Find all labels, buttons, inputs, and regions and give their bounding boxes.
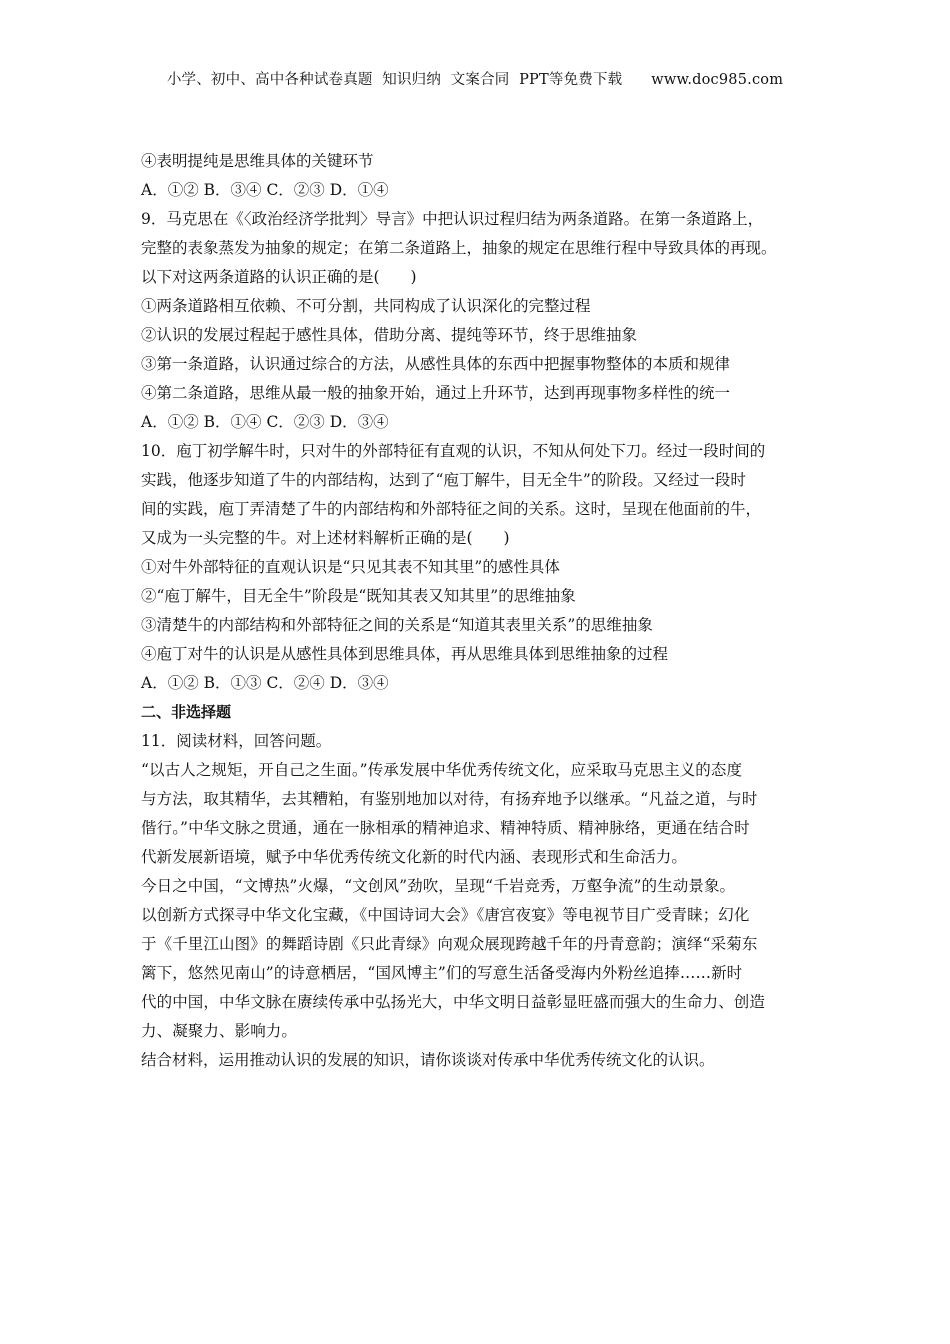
paragraph-line: 力、凝聚力、影响力。: [141, 1022, 298, 1040]
q9-option-2: ②认识的发展过程起于感性具体，借助分离、提纯等环节，终于思维抽象: [141, 326, 638, 344]
q9-choices: A．①② B．①④ C．②③ D．③④: [141, 413, 389, 431]
document-body: [141, 147, 831, 1075]
paragraph-line: 以创新方式探寻中华文化宝藏，《中国诗词大会》《唐宫夜宴》等电视节目广受青睐；幻化: [141, 906, 750, 924]
q11-material-paragraph-2: [141, 872, 831, 1046]
paragraph-line: 于《千里江山图》的舞蹈诗剧《只此青绿》向观众展现跨越千年的丹青意韵；演绎“采菊东: [141, 935, 758, 953]
paragraph-line: “以古人之规矩，开自己之生面。”传承发展中华优秀传统文化，应采取马克思主义的态度: [141, 761, 743, 779]
q9-stem-line-1: 9．马克思在《〈政治经济学批判〉导言》中把认识过程归结为两条道路。在第一条道路上，: [141, 210, 764, 228]
paragraph-line: 与方法，取其精华，去其糟粕，有鉴别地加以对待，有扬弃地予以继承。“凡益之道，与时: [141, 790, 758, 808]
q10-option-3: ③清楚牛的内部结构和外部特征之间的关系是“知道其表里关系”的思维抽象: [141, 616, 653, 634]
q11-material-paragraph-1: [141, 756, 831, 872]
q10-stem-line-1: 10．庖丁初学解牛时，只对牛的外部特征有直观的认识，不知从何处下刀。经过一段时间的: [141, 442, 766, 460]
paragraph-line: 篱下，悠然见南山”的诗意栖居，“国风博主”们的写意生活备受海内外粉丝追捧……新时: [141, 964, 743, 982]
q10-option-2: ②“庖丁解牛，目无全牛”阶段是“既知其表又知其里”的思维抽象: [141, 587, 576, 605]
paragraph-line: 偕行。”中华文脉之贯通，通在一脉相承的精神追求、精神特质、精神脉络，更通在结合时: [141, 819, 750, 837]
q8-option-4: ④表明提纯是思维具体的关键环节: [141, 152, 374, 170]
q11-question: 结合材料，运用推动认识的发展的知识，请你谈谈对传承中华优秀传统文化的认识。: [141, 1051, 715, 1069]
q9-option-1: ①两条道路相互依赖、不可分割，共同构成了认识深化的完整过程: [141, 297, 591, 315]
q11-stem: 11．阅读材料，回答问题。: [141, 732, 332, 750]
q10-option-4: ④庖丁对牛的认识是从感性具体到思维具体，再从思维具体到思维抽象的过程: [141, 645, 669, 663]
q10-stem-line-4: 又成为一头完整的牛。对上述材料解析正确的是( ): [141, 529, 510, 547]
q10-stem-line-3: 间的实践，庖丁弄清楚了牛的内部结构和外部特征之间的关系。这时，呈现在他面前的牛，: [141, 500, 762, 518]
q9-option-4: ④第二条道路，思维从最一般的抽象开始，通过上升环节，达到再现事物多样性的统一: [141, 384, 731, 402]
page-header-banner: 小学、初中、高中各种试卷真题 知识归纳 文案合同 PPT等免费下载 www.doc985.com: [166, 72, 784, 88]
q9-stem-line-2: 完整的表象蒸发为抽象的规定；在第二条道路上，抽象的规定在思维行程中导致具体的再现。: [141, 239, 777, 257]
paragraph-line: 代新发展新语境，赋予中华优秀传统文化新的时代内涵、表现形式和生命活力。: [141, 848, 688, 866]
section-heading: 二、非选择题: [141, 703, 232, 721]
q9-option-3: ③第一条道路，认识通过综合的方法，从感性具体的东西中把握事物整体的本质和规律: [141, 355, 731, 373]
q10-choices: A．①② B．①③ C．②④ D．③④: [141, 674, 389, 692]
q10-stem-line-2: 实践，他逐步知道了牛的内部结构，达到了“庖丁解牛，目无全牛”的阶段。又经过一段时: [141, 471, 746, 489]
q10-option-1: ①对牛外部特征的直观认识是“只见其表不知其里”的感性具体: [141, 558, 560, 576]
paragraph-line: 代的中国，中华文脉在赓续传承中弘扬光大，中华文明日益彰显旺盛而强大的生命力、创造: [141, 993, 766, 1011]
paragraph-line: 今日之中国，“文博热”火爆，“文创风”劲吹，呈现“千岩竞秀，万壑争流”的生动景象。: [141, 877, 736, 895]
q8-choices: A．①② B．③④ C．②③ D．①④: [141, 181, 389, 199]
q9-stem-line-3: 以下对这两条道路的认识正确的是( ): [141, 268, 417, 286]
